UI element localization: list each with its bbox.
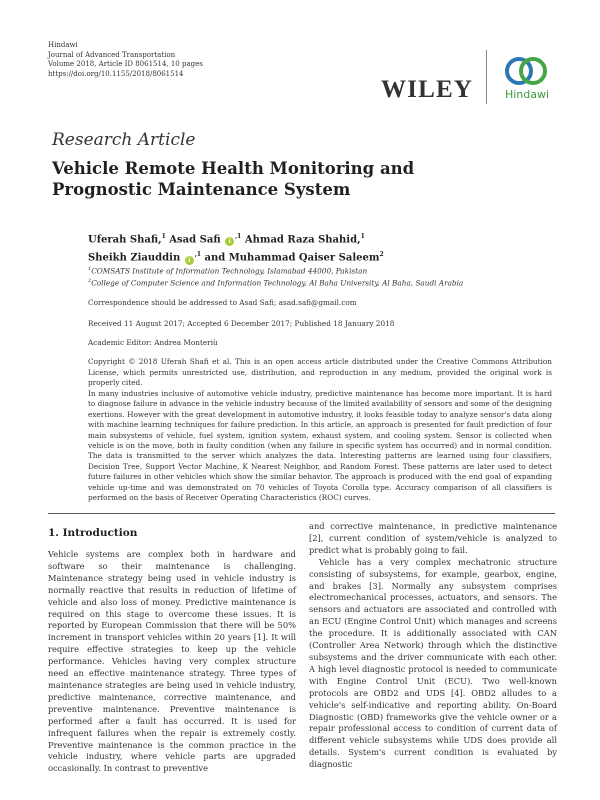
affiliation-1: $^1$COMSATS Institute of Information Technology, Islamabad 44000, Pakistan — [88, 266, 368, 276]
academic-editor: Academic Editor: Andrea Monteriù — [88, 338, 218, 347]
orcid-icon[interactable]: i — [225, 237, 234, 246]
author-4: Sheikh Ziauddin — [88, 252, 181, 264]
author-3: Ahmad Raza Shahid, — [244, 234, 361, 246]
intro-paragraph-2: and corrective maintenance, in predictive maintenance [2], current condition of system/vehicle is analyzed to predict what is probably going to fail. — [309, 521, 557, 555]
right-column — [309, 521, 557, 771]
wiley-logo: WILEY — [381, 76, 474, 103]
volume-line: Volume 2018, Article ID 8061514, 10 pages — [48, 60, 203, 69]
left-column — [48, 521, 296, 775]
article-type: Research Article — [52, 130, 196, 150]
author-5: and Muhammad Qaiser Saleem — [204, 252, 380, 264]
publisher-name: Hindawi — [48, 41, 78, 49]
hindawi-logo-text: Hindawi — [504, 88, 550, 101]
affiliation-2: $^2$College of Computer Science and Information Technology, Al Baha University, Al Baha, Saudi Arabia — [88, 278, 464, 288]
author-4-sup: ,1 — [194, 251, 201, 259]
publication-dates: Received 11 August 2017; Accepted 6 December 2017; Published 18 January 2018 — [88, 319, 395, 328]
journal-name: Journal of Advanced Transportation — [48, 50, 176, 59]
author-2: Asad Safi — [169, 234, 221, 246]
author-5-sup: 2 — [379, 251, 384, 259]
abstract: In many industries inclusive of automotive vehicle industry, predictive maintenance has become more important. It is hard to diagnose failure in advance in the vehicle industry because of the limited availability of sensors and some of the designing exertions. However with the great development in automotive industry, it looks feasible today to analyze sensor's data along with machine learning techniques for failure prediction. In this article, an approach is presented for fault prediction of four main subsystems of vehicle, fuel system, ignition system, exhaust system, and cooling system. Sensor is collected when vehicle is on the move, both in faulty condition (when any failure in specific system has occurred) and in normal condition. The data is transmitted to the server which analyzes the data. Interesting patterns are learned using four classifiers, Decision Tree, Support Vector Machine, K Nearest Neighbor, and Random Forest. These patterns are later used to detect future failures in other vehicles which show the similar behavior. The approach is produced with the end goal of expanding vehicle up-time and was demonstrated on 70 vehicles of Toyota Corolla type. Accuracy comparison of all classifiers is performed on the basis of Receiver Operating Characteristics (ROC) curves. — [88, 389, 552, 503]
authors-line-2 — [88, 247, 384, 265]
doi-link[interactable]: https://doi.org/10.1155/2018/8061514 — [48, 69, 184, 78]
section-divider — [48, 513, 555, 514]
orcid-icon[interactable]: i — [185, 256, 194, 265]
author-1: Uferah Shafi, — [88, 234, 162, 246]
copyright-notice: Copyright © 2018 Uferah Shafi et al. This is an open access article distributed under the Creative Commons Attribution License, which permits unrestricted use, distribution, and reproduction in any medium, provided the original work is properly cited. — [88, 357, 552, 387]
title-line-2: Prognostic Maintenance System — [52, 180, 351, 199]
title-line-1: Vehicle Remote Health Monitoring and — [52, 159, 415, 178]
authors-line-1 — [88, 229, 384, 247]
section-heading: 1. Introduction — [48, 527, 138, 539]
journal-meta — [48, 41, 203, 79]
author-1-sup: 1 — [161, 233, 166, 240]
intro-paragraph-1: Vehicle systems are complex both in hardware and software so their maintenance is challenging. Maintenance strategy being used in vehicle industry is normally reactive that results in reduction of lifetime of vehicle and also loss of money. Predictive maintenance is required on this stage to overcome these issues. It is reported by European Commission that there will be 50% increment in transport vehicles within 20 years [1]. It will require effective strategies to keep up the vehicle performance. Vehicles having very complex structure need an effective maintenance strategy. Three types of maintenance strategies are being used in vehicle industry, predictive maintenance, corrective maintenance, and preventive maintenance. Preventive maintenance is performed after a fault has occurred. It is used for infrequent failures when the repair is extremely costly. Preventive maintenance is the common practice in the vehicle industry, where vehicle parts are upgraded occasionally. In contrast to preventive — [48, 549, 296, 774]
author-list — [88, 229, 384, 266]
correspondence: Correspondence should be addressed to Asad Safi; asad.safi@gmail.com — [88, 298, 357, 307]
author-3-sup: 1 — [360, 233, 365, 240]
article-title — [52, 158, 414, 200]
intro-paragraph-3: Vehicle has a very complex mechatronic structure consisting of subsystems, for example, gearbox, engine, and brakes [3]. Normally any subsystem comprises electromechanical processes, actuators, and sensors. The sensors and actuators are associated and controlled with an ECU (Engine Control Unit) which manages and screens the procedure. It is additionally associated with CAN (Controller Area Network) through which the distinctive subsystems and the driver communicate with each other. A high level diagnostic protocol is needed to communicate with Engine Control Unit (ECU). Two well-known protocols are OBD2 and UDS [4]. OBD2 alludes to a vehicle's self-indicative and reporting ability. On-Board Diagnostic (OBD) frameworks give the vehicle owner or a repair professional access to condition of current data of different vehicle subsystems while UDS does provide all details. System's current condition is evaluated by diagnostic — [309, 556, 557, 770]
author-2-sup: ,1 — [235, 233, 242, 240]
logo-divider — [486, 50, 487, 104]
